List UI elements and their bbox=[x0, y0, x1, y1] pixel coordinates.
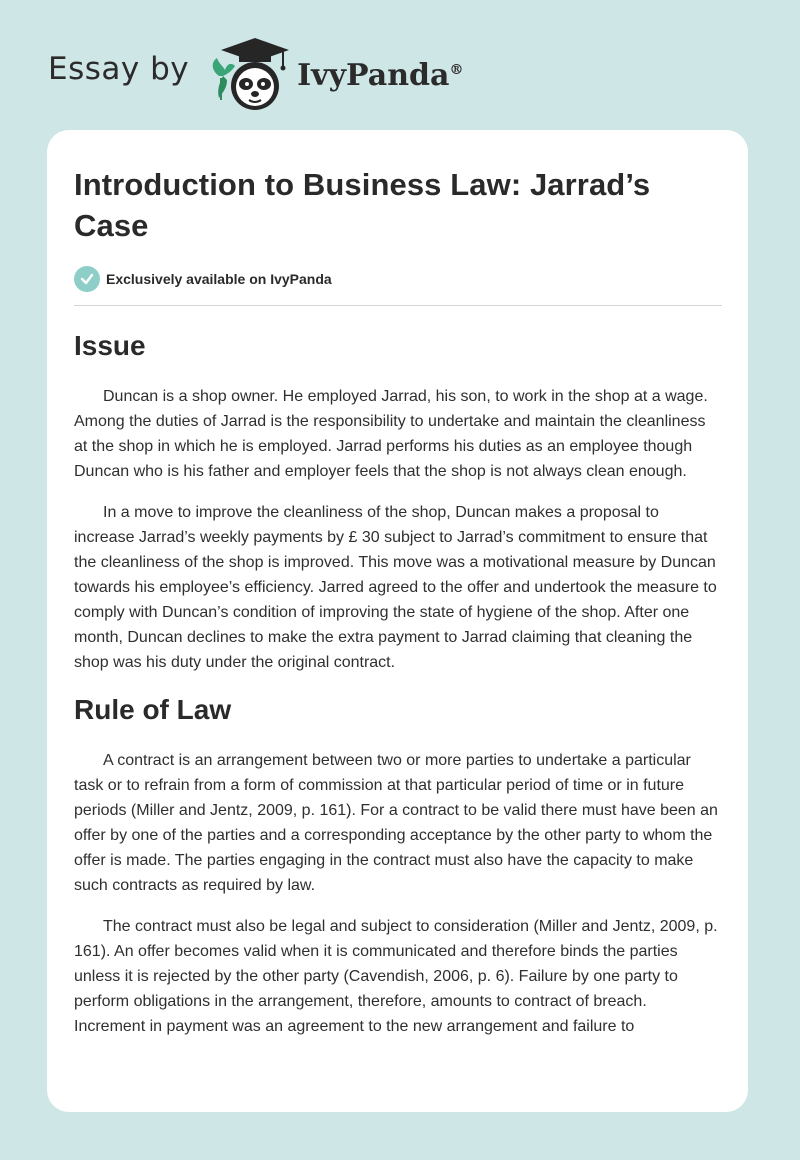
panda-logo-svg bbox=[205, 36, 293, 112]
ivy-leaf-icon bbox=[213, 58, 235, 100]
paragraph: A contract is an arrangement between two or more parties to undertake a particular task or to refrain from a form of commission at that particular period of time or in future periods (Miller and Jentz, 2009, p. 161). For a contract to be valid there must have been an offer by one of the parties and a corresponding acceptance by the other party to whom the offer is made. The parties engaging in the contract must also have the capacity to make such contracts as required by law. bbox=[74, 752, 718, 894]
brand-name-text: IvyPanda bbox=[297, 57, 450, 93]
panda-graduate-icon[interactable] bbox=[205, 36, 293, 112]
paragraph: The contract must also be legal and subject to consideration (Miller and Jentz, 2009, p. 161). An offer becomes valid when it is communicated and therefore binds the parties unless it is rejected by the other party (Cavendish, 2006, p. 6). Failure by one party to perform obligations in the arrangement, therefore, amounts to contract of breach. Increment in payment was an agreement to the new arrangement and failure to bbox=[74, 918, 718, 1035]
paragraph: In a move to improve the cleanliness of the shop, Duncan makes a proposal to increase Jarrad’s weekly payments by £ 30 subject to Jarrad’s commitment to ensure that the cleanliness of the shop is improved. This move was a motivational measure by Duncan towards his employee’s efficiency. Jarred agreed to the offer and undertook the measure to comply with Duncan’s condition of improving the state of hygiene of the shop. After one month, Duncan declines to make the extra payment to Jarrad claiming that cleaning the shop was his duty under the original contract. bbox=[74, 504, 717, 671]
exclusive-label: Exclusively available on IvyPanda bbox=[106, 271, 332, 287]
registered-mark: ® bbox=[449, 61, 464, 78]
check-icon bbox=[74, 266, 100, 292]
site-header bbox=[48, 34, 463, 114]
section-rule-of-law bbox=[74, 692, 722, 1039]
essay-title: Introduction to Business Law: Jarrad’s Case bbox=[74, 167, 651, 243]
brand-prefix: Essay by bbox=[48, 51, 190, 87]
essay-card bbox=[47, 130, 748, 1112]
section-heading: Rule of Law bbox=[74, 694, 232, 725]
paragraph: Duncan is a shop owner. He employed Jarrad, his son, to work in the shop at a wage. Among the duties of Jarrad is the responsibility to undertake and maintain the cleanliness at the shop in which he is employed. Jarrad performs his duties as an employee though Duncan who is his father and employer feels that the shop is not always clean enough. bbox=[74, 388, 708, 480]
brand-name[interactable] bbox=[297, 58, 463, 93]
section-heading: Issue bbox=[74, 330, 146, 361]
divider bbox=[74, 305, 722, 306]
section-issue bbox=[74, 328, 722, 675]
exclusive-badge bbox=[74, 266, 722, 292]
